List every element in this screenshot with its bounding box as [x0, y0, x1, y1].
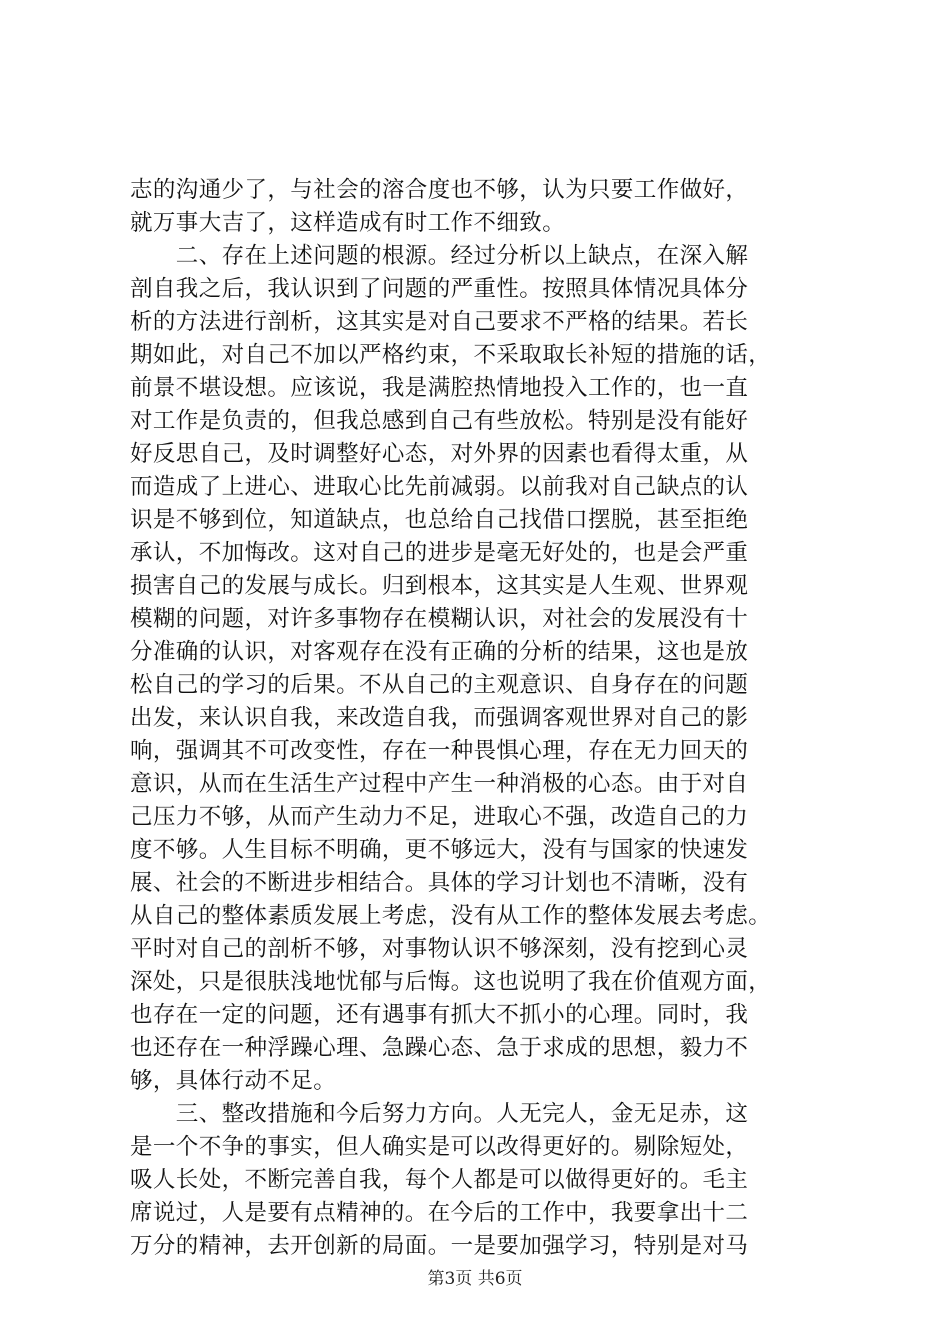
text-line: 深处，只是很肤浅地忧郁与后悔。这也说明了我在价值观方面，	[130, 969, 772, 995]
text-line: 就万事大吉了，这样造成有时工作不细致。	[130, 210, 566, 236]
text-line: 剖自我之后，我认识到了问题的严重性。按照具体情况具体分	[130, 276, 749, 302]
text-line: 响，强调其不可改变性，存在一种畏惧心理，存在无力回天的	[130, 738, 749, 764]
text-line: 前景不堪设想。应该说，我是满腔热情地投入工作的，也一直	[130, 375, 749, 401]
text-line: 承认，不加悔改。这对自己的进步是毫无好处的，也是会严重	[130, 540, 749, 566]
text-line: 己压力不够，从而产生动力不足，进取心不强，改造自己的力	[130, 804, 749, 830]
text-line: 志的沟通少了，与社会的溶合度也不够，认为只要工作做好，	[130, 177, 749, 203]
text-line: 分准确的认识，对客观存在没有正确的分析的结果，这也是放	[130, 639, 749, 665]
text-line: 对工作是负责的，但我总感到自己有些放松。特别是没有能好	[130, 408, 749, 434]
text-line: 从自己的整体素质发展上考虑，没有从工作的整体发展去考虑。	[130, 903, 772, 929]
text-line: 席说过，人是要有点精神的。在今后的工作中，我要拿出十二	[130, 1200, 749, 1226]
text-line: 出发，来认识自我，来改造自我，而强调客观世界对自己的影	[130, 705, 749, 731]
text-line: 也存在一定的问题，还有遇事有抓大不抓小的心理。同时，我	[130, 1002, 749, 1028]
text-line: 吸人长处，不断完善自我，每个人都是可以做得更好的。毛主	[130, 1167, 749, 1193]
document-body	[130, 174, 830, 1263]
text-line: 度不够。人生目标不明确，更不够远大，没有与国家的快速发	[130, 837, 749, 863]
text-line: 万分的精神，去开创新的局面。一是要加强学习，特别是对马	[130, 1233, 749, 1259]
text-line: 析的方法进行剖析，这其实是对自己要求不严格的结果。若长	[130, 309, 749, 335]
text-line: 好反思自己，及时调整好心态，对外界的因素也看得太重，从	[130, 441, 749, 467]
text-line: 而造成了上进心、进取心比先前减弱。以前我对自己缺点的认	[130, 474, 749, 500]
text-line: 展、社会的不断进步相结合。具体的学习计划也不清晰，没有	[130, 870, 749, 896]
text-line: 也还存在一种浮躁心理、急躁心态、急于求成的思想，毅力不	[130, 1035, 749, 1061]
text-line: 平时对自己的剖析不够，对事物认识不够深刻，没有挖到心灵	[130, 936, 749, 962]
text-line: 模糊的问题，对许多事物存在模糊认识，对社会的发展没有十	[130, 606, 749, 632]
text-line: 松自己的学习的后果。不从自己的主观意识、自身存在的问题	[130, 672, 749, 698]
text-line: 期如此，对自己不加以严格约束，不采取取长补短的措施的话，	[130, 342, 772, 368]
text-line: 二、存在上述问题的根源。经过分析以上缺点，在深入解	[130, 243, 749, 269]
text-line: 损害自己的发展与成长。归到根本，这其实是人生观、世界观	[130, 573, 749, 599]
text-line: 够，具体行动不足。	[130, 1068, 337, 1094]
text-line: 识是不够到位，知道缺点，也总给自己找借口摆脱，甚至拒绝	[130, 507, 749, 533]
text-line: 是一个不争的事实，但人确实是可以改得更好的。剔除短处，	[130, 1134, 749, 1160]
text-line: 意识，从而在生活生产过程中产生一种消极的心态。由于对自	[130, 771, 749, 797]
text-line: 三、整改措施和今后努力方向。人无完人，金无足赤，这	[130, 1101, 749, 1127]
page-number-footer: 第3页 共6页	[427, 1269, 523, 1289]
